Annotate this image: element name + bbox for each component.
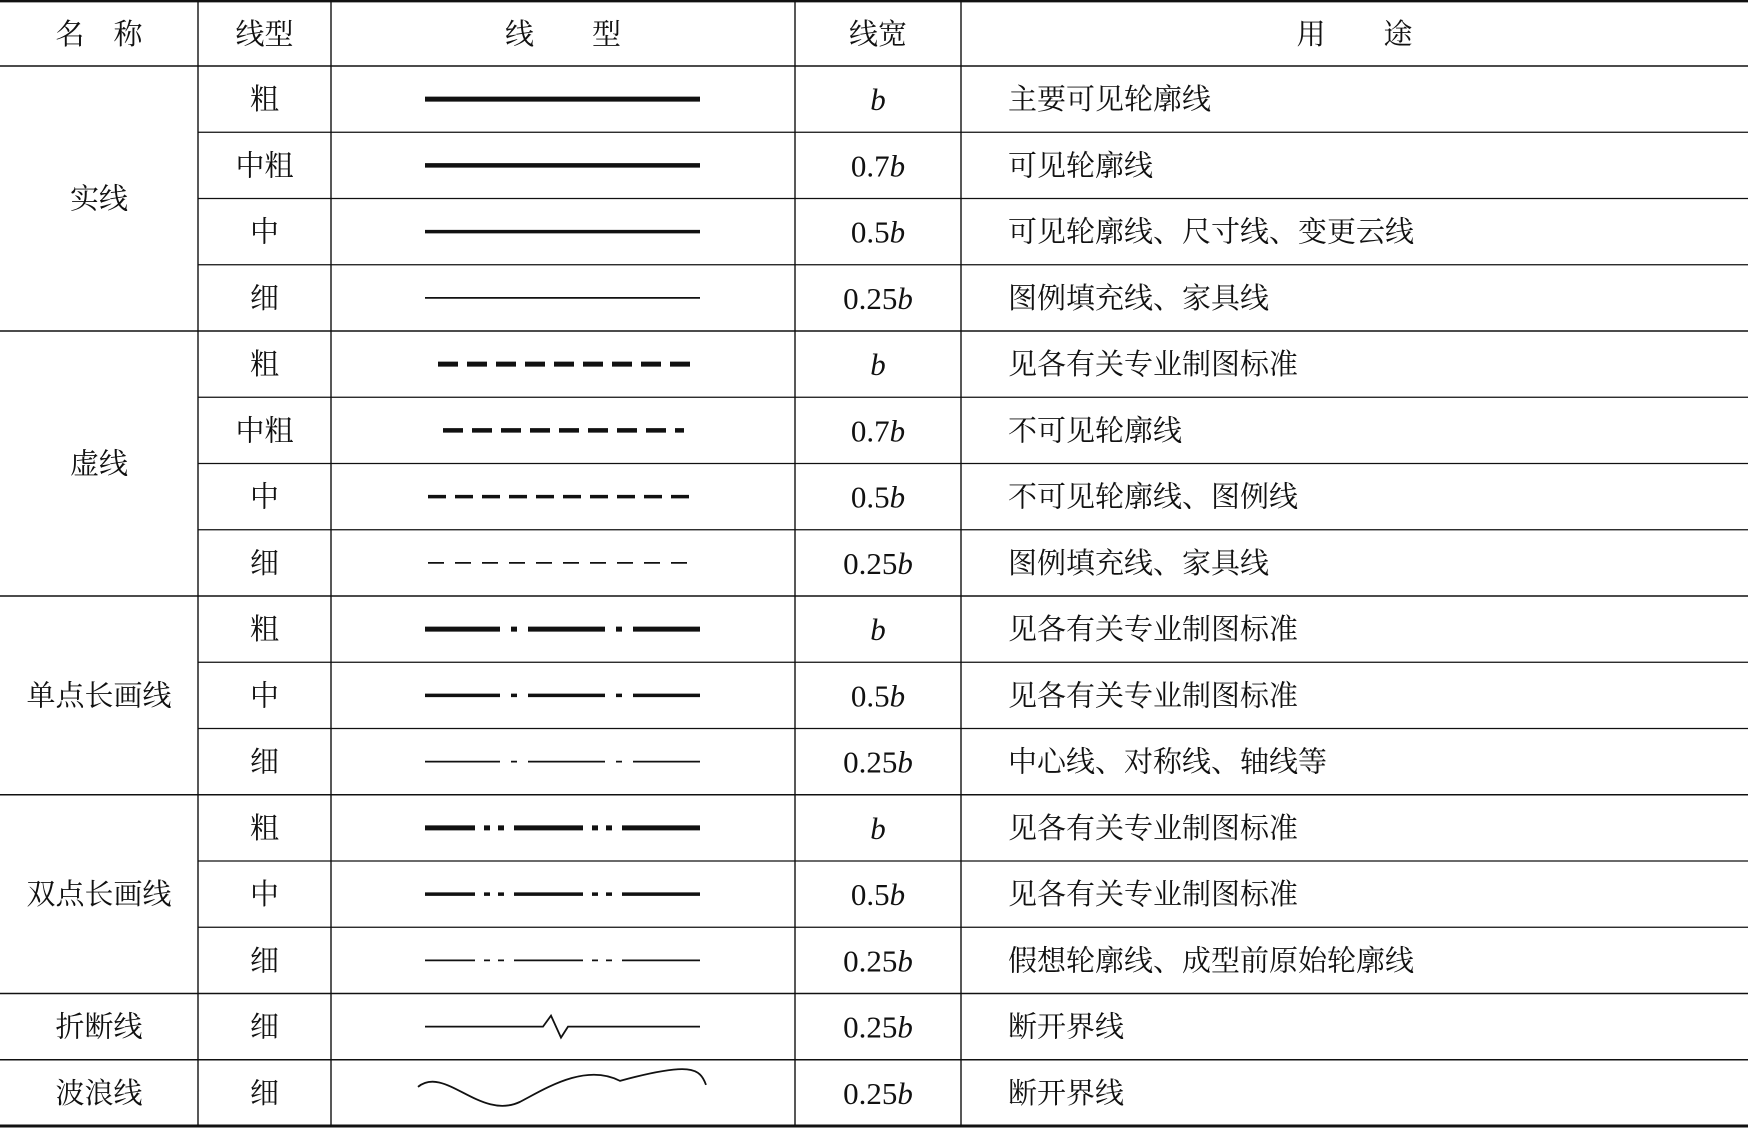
row-line-width	[851, 148, 905, 183]
width-symbol: b	[897, 545, 913, 581]
row-line-type: 粗	[249, 612, 280, 647]
row-usage: 图例填充线、家具线	[1008, 280, 1270, 315]
row-line-width	[843, 744, 913, 779]
header-width: 线宽	[848, 17, 908, 51]
width-coefficient: 0.25	[843, 1075, 898, 1111]
width-coefficient: 0.5	[850, 214, 890, 250]
row-line-type: 中粗	[235, 413, 294, 448]
row-line-width	[870, 82, 886, 117]
header-type: 线型	[235, 17, 294, 51]
row-usage: 中心线、对称线、轴线等	[1008, 744, 1328, 779]
group-name: 折断线	[55, 1009, 143, 1044]
header-pattern: 线 型	[504, 17, 622, 51]
row-line-type: 粗	[249, 82, 280, 117]
row-usage: 见各有关专业制图标准	[1008, 877, 1299, 912]
row-usage: 见各有关专业制图标准	[1008, 810, 1299, 845]
row-line-width	[851, 877, 905, 912]
row-usage: 不可见轮廓线	[1008, 413, 1183, 448]
width-symbol: b	[897, 1075, 913, 1111]
width-coefficient: 0.5	[850, 479, 890, 515]
line-sample-break-thin	[425, 1016, 700, 1038]
width-symbol: b	[870, 346, 886, 382]
width-symbol: b	[870, 810, 886, 846]
width-coefficient: 0.25	[843, 280, 898, 316]
row-line-type: 粗	[249, 347, 280, 382]
width-coefficient: 0.5	[850, 677, 890, 713]
group-name: 波浪线	[55, 1075, 143, 1110]
row-line-width	[843, 545, 913, 580]
width-symbol: b	[889, 214, 906, 250]
row-line-type: 中	[249, 214, 280, 249]
width-coefficient: 0.25	[843, 744, 898, 780]
width-symbol: b	[889, 412, 906, 448]
width-coefficient: 0.25	[843, 942, 898, 978]
row-line-width	[843, 1009, 913, 1044]
width-symbol: b	[889, 479, 906, 515]
row-line-width	[843, 1075, 913, 1110]
row-line-type: 细	[249, 744, 280, 779]
width-symbol: b	[870, 81, 886, 117]
group-name: 双点长画线	[26, 877, 172, 912]
row-line-width	[851, 678, 905, 713]
row-line-type: 中	[249, 877, 280, 912]
row-line-type: 中	[249, 479, 280, 514]
row-line-width	[851, 214, 905, 249]
row-usage: 断开界线	[1008, 1009, 1125, 1044]
row-line-width	[843, 280, 913, 315]
header-name: 名 称	[55, 17, 143, 51]
row-usage: 主要可见轮廓线	[1008, 82, 1212, 117]
row-usage: 断开界线	[1008, 1075, 1125, 1110]
row-usage: 图例填充线、家具线	[1008, 545, 1270, 580]
width-coefficient: 0.7	[850, 147, 890, 183]
row-line-type: 细	[249, 280, 280, 315]
group-name: 虚线	[69, 446, 129, 481]
row-line-type: 中粗	[235, 148, 294, 183]
group-name: 实线	[69, 181, 129, 216]
width-coefficient: 0.7	[850, 412, 890, 448]
row-usage: 不可见轮廓线、图例线	[1008, 479, 1299, 514]
row-line-width	[843, 943, 913, 978]
row-line-width	[870, 810, 886, 845]
width-coefficient: 0.25	[843, 545, 898, 581]
row-line-type: 细	[249, 1075, 280, 1110]
width-symbol: b	[889, 677, 906, 713]
line-sample-wave-thin	[418, 1069, 706, 1106]
row-line-width	[851, 413, 905, 448]
row-usage: 可见轮廓线	[1008, 148, 1154, 183]
row-line-type: 粗	[249, 810, 280, 845]
width-symbol: b	[897, 942, 913, 978]
width-symbol: b	[889, 876, 906, 912]
row-usage: 假想轮廓线、成型前原始轮廓线	[1008, 943, 1415, 978]
row-usage: 见各有关专业制图标准	[1008, 678, 1299, 713]
width-coefficient: 0.5	[850, 876, 890, 912]
row-line-type: 细	[249, 545, 280, 580]
row-line-type: 中	[249, 678, 280, 713]
width-symbol: b	[889, 147, 906, 183]
row-line-type: 细	[249, 1009, 280, 1044]
row-line-width	[870, 347, 886, 382]
width-symbol: b	[897, 1009, 913, 1045]
width-symbol: b	[870, 611, 886, 647]
row-line-type: 细	[249, 943, 280, 978]
row-line-width	[851, 479, 905, 514]
width-symbol: b	[897, 280, 913, 316]
width-coefficient: 0.25	[843, 1009, 898, 1045]
group-name: 单点长画线	[26, 678, 172, 713]
row-usage: 见各有关专业制图标准	[1008, 347, 1299, 382]
width-symbol: b	[897, 744, 913, 780]
header-usage: 用 途	[1296, 17, 1413, 51]
row-usage: 见各有关专业制图标准	[1008, 612, 1299, 647]
row-usage: 可见轮廓线、尺寸线、变更云线	[1008, 214, 1415, 249]
row-line-width	[870, 612, 886, 647]
